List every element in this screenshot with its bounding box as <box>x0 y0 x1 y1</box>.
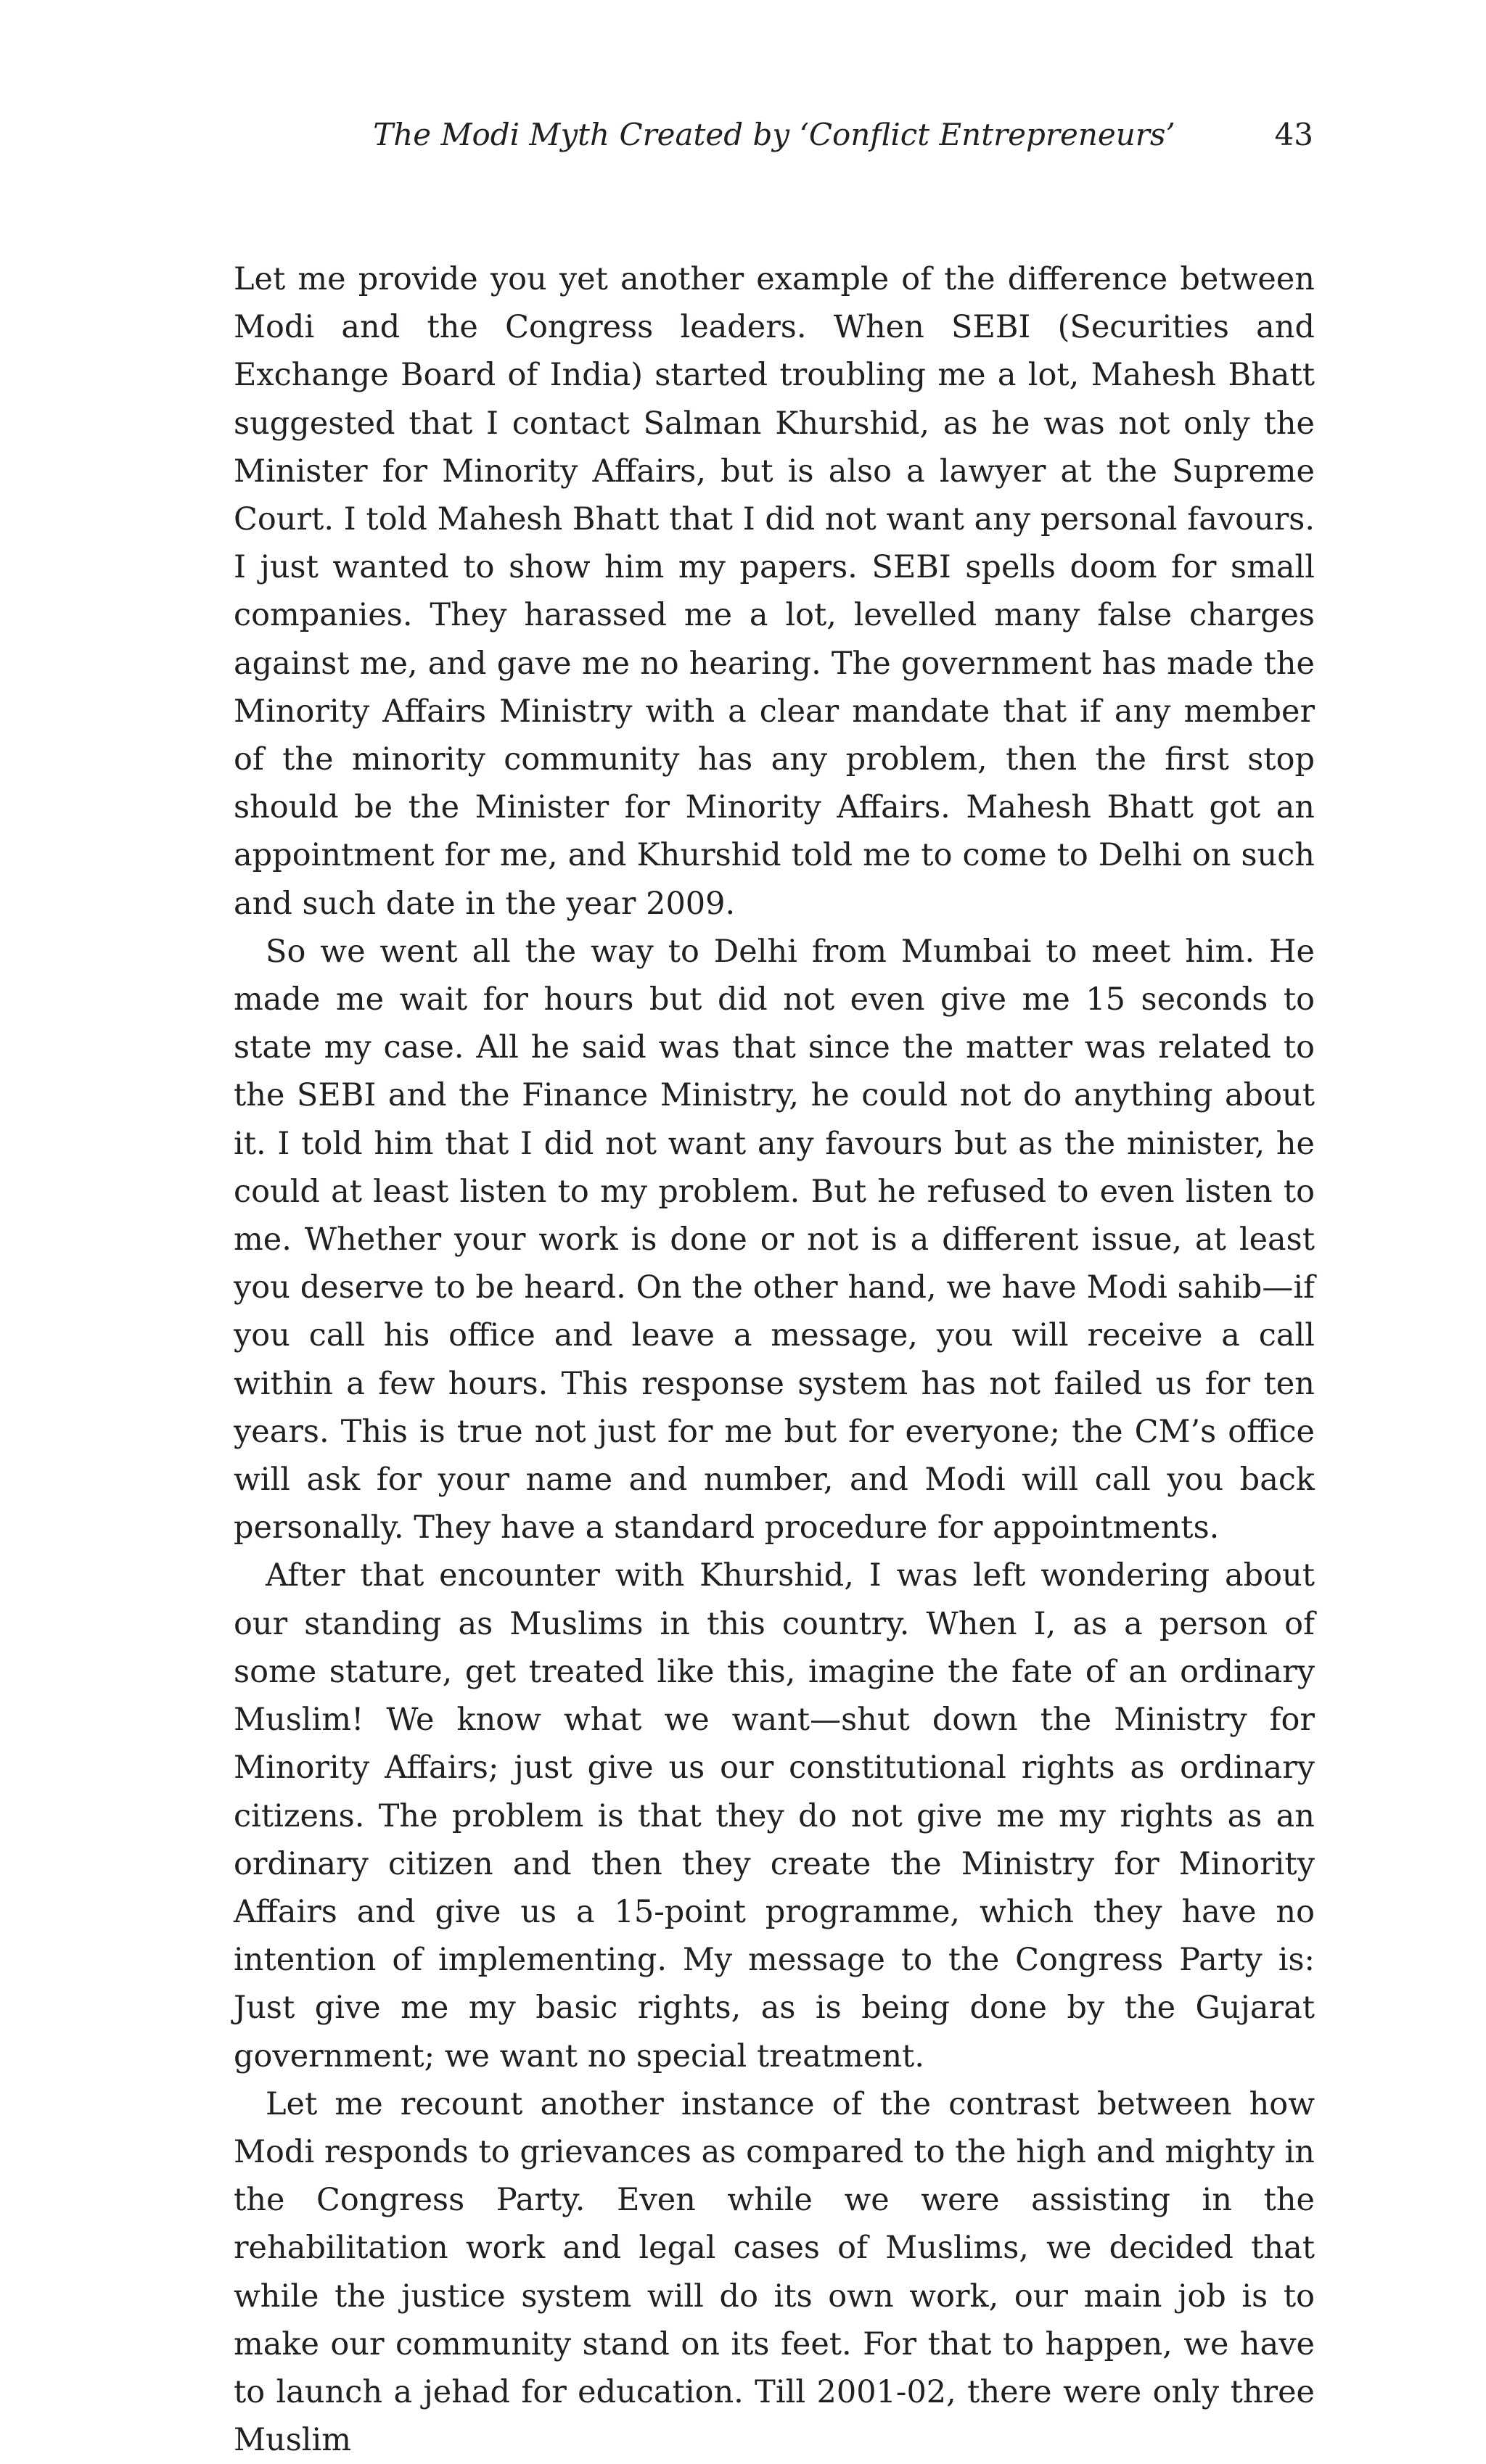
paragraph-2: So we went all the way to Delhi from Mumbai to meet him. He made me wait for hours but did not even give me 15 seconds to state my case. All he said was that since the matter was related to the SEBI and the Finance Ministry, he could not do anything about it. I told him that I did not want any favours but as the minister, he could at least listen to my problem. But he refused to even listen to me. Whether your work is done or not is a different issue, at least you deserve to be heard. On the other hand, we have Modi sahib—if you call his office and leave a message, you will receive a call within a few hours. This response system has not failed us for ten years. This is true not just for me but for everyone; the CM’s office will ask for your name and number, and Modi will call you back personally. They have a standard procedure for appointments. <box>234 933 1315 1546</box>
body-text <box>234 255 1315 2464</box>
paragraph-3: After that encounter with Khurshid, I was left wondering about our standing as Muslims in this country. When I, as a person of some stature, get treated like this, imagine the fate of an ordinary Muslim! We know what we want—shut down the Ministry for Minority Affairs; just give us our constitutional rights as ordinary citizens. The problem is that they do not give me my rights as an ordinary citizen and then they create the Ministry for Minority Affairs and give us a 15-point programme, which they have no intention of implementing. My message to the Congress Party is: Just give me my basic rights, as is being done by the Gujarat government; we want no special treatment. <box>234 1557 1315 2074</box>
page-number: 43 <box>1274 117 1313 152</box>
paragraph-1: Let me provide you yet another example of the difference between Modi and the Congress leaders. When SEBI (Securities and Exchange Board of India) started troubling me a lot, Mahesh Bhatt suggested that I contact Salman Khurshid, as he was not only the Minister for Minority Affairs, but is also a lawyer at the Supreme Court. I told Mahesh Bhatt that I did not want any personal favours. I just wanted to show him my papers. SEBI spells doom for small companies. They harassed me a lot, levelled many false charges against me, and gave me no hearing. The government has made the Minority Affairs Ministry with a clear mandate that if any member of the minority community has any problem, then the first stop should be the Minister for Minority Affairs. Mahesh Bhatt got an appointment for me, and Khurshid told me to come to Delhi on such and such date in the year 2009. <box>234 261 1315 922</box>
running-title: The Modi Myth Created by ‘Conflict Entrepreneurs’ <box>373 117 1175 152</box>
paragraph-4: Let me recount another instance of the contrast between how Modi responds to grievances as compared to the high and mighty in the Congress Party. Even while we were assisting in the rehabilitation work and legal cases of Muslims, we decided that while the justice system will do its own work, our main job is to make our community stand on its feet. For that to happen, we have to launch a jehad for education. Till 2001-02, there were only three Muslim <box>234 2085 1315 2459</box>
running-header <box>0 109 1486 160</box>
